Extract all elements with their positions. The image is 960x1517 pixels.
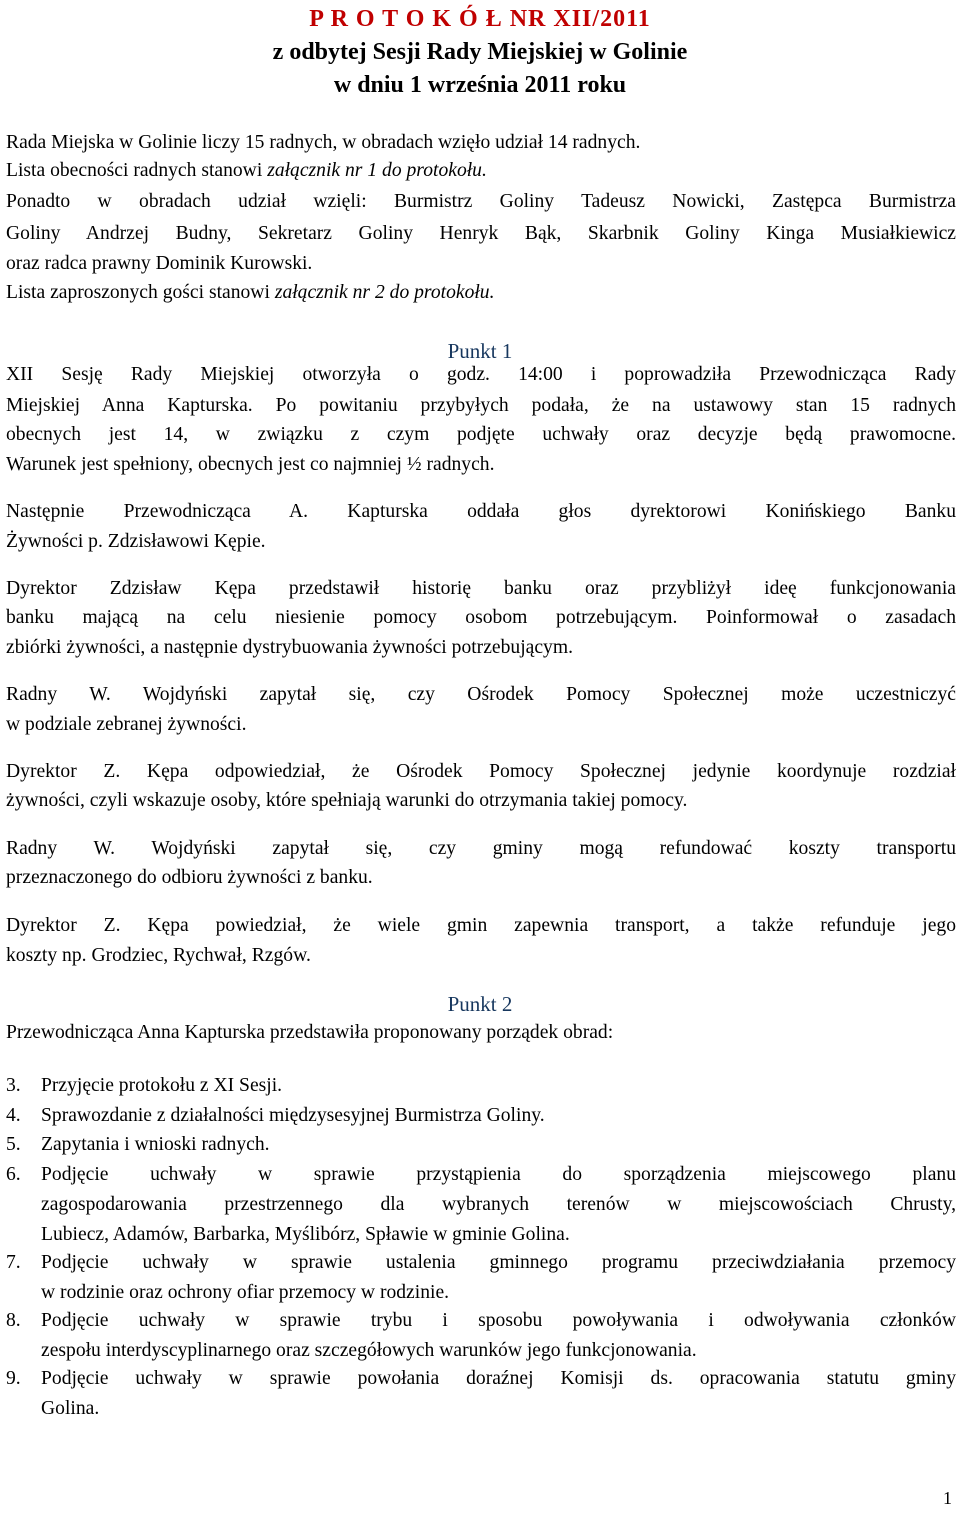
punkt-1-p5-line-1: Dyrektor Z. Kępa odpowiedział, że Ośrodek Pomocy Społecznej jedynie koordynuje rozdział: [6, 761, 956, 782]
punkt-1-p1-line-4: Warunek jest spełniony, obecnych jest co najmniej ½ radnych.: [6, 454, 495, 475]
punkt-1-p5-line-2: żywności, czyli wskazuje osoby, które spełniają warunki do otrzymania takiej pomocy.: [6, 790, 688, 811]
intro-line-4: Goliny Andrzej Budny, Sekretarz Goliny Henryk Bąk, Skarbnik Goliny Kinga Musiałkiewicz: [6, 223, 956, 244]
intro-line-3: Ponadto w obradach udział wzięli: Burmistrz Goliny Tadeusz Nowicki, Zastępca Burmistrza: [6, 191, 956, 212]
punkt-1-p1-line-1: XII Sesję Rady Miejskiej otworzyła o godz. 14:00 i poprowadziła Przewodnicząca Rady: [6, 364, 956, 385]
attachment-1-ref: załącznik nr 1 do protokołu.: [267, 160, 487, 181]
punkt-1-p3-line-1: Dyrektor Zdzisław Kępa przedstawił historię banku oraz przybliżył ideę funkcjonowania: [6, 578, 956, 599]
intro-line-1: Rada Miejska w Golinie liczy 15 radnych, w obradach wzięło udział 14 radnych.: [6, 132, 641, 153]
punkt-1-heading: Punkt 1: [447, 339, 513, 363]
agenda-item-text: Podjęcie uchwały w sprawie trybu i sposobu powoływania i odwoływania członków zespołu interdyscyplinarnego oraz szczegółowych warunków jego funkcjonowania.: [41, 1310, 956, 1361]
agenda-item-number: 6.: [6, 1164, 21, 1185]
agenda-item-number: 5.: [6, 1134, 21, 1155]
punkt-1-p6-line-1: Radny W. Wojdyński zapytał się, czy gminy mogą refundować koszty transportu: [6, 838, 956, 859]
agenda-item-text: Podjęcie uchwały w sprawie ustalenia gminnego programu przeciwdziałania przemocy w rodzinie oraz ochrony ofiar przemocy w rodzinie.: [41, 1252, 956, 1303]
punkt-1-p2-line-1: Następnie Przewodnicząca A. Kapturska oddała głos dyrektorowi Konińskiego Banku: [6, 501, 956, 522]
punkt-1-p1-line-2: Miejskiej Anna Kapturska. Po powitaniu przybyłych podała, że na ustawowy stan 15 radnych: [6, 395, 956, 416]
agenda-item-number: 7.: [6, 1252, 21, 1273]
agenda-item-number: 4.: [6, 1105, 21, 1126]
punkt-1-p3-line-3: zbiórki żywności, a następnie dystrybuowania żywności potrzebującym.: [6, 637, 573, 658]
protocol-title: P R O T O K Ó Ł NR XII/2011: [309, 6, 651, 32]
intro-line-2: Lista obecności radnych stanowi załącznik nr 1 do protokołu.: [6, 160, 487, 181]
page-number: 1: [943, 1488, 952, 1508]
session-subtitle: z odbytej Sesji Rady Miejskiej w Golinie: [272, 39, 688, 65]
punkt-1-p1-line-3: obecnych jest 14, w związku z czym podjęte uchwały oraz decyzje będą prawomocne.: [6, 424, 956, 445]
punkt-1-p7-line-1: Dyrektor Z. Kępa powiedział, że wiele gmin zapewnia transport, a także refunduje jego: [6, 915, 956, 936]
punkt-2-intro: Przewodnicząca Anna Kapturska przedstawiła proponowany porządek obrad:: [6, 1022, 614, 1043]
attachment-2-ref: załącznik nr 2 do protokołu.: [274, 282, 495, 303]
agenda-item-text: Podjęcie uchwały w sprawie powołania doraźnej Komisji ds. opracowania statutu gminy Golina.: [41, 1368, 956, 1419]
session-date: w dniu 1 września 2011 roku: [333, 72, 627, 98]
punkt-1-p2-line-2: Żywności p. Zdzisławowi Kępie.: [6, 531, 266, 552]
punkt-1-p6-line-2: przeznaczonego do odbioru żywności z banku.: [6, 867, 373, 888]
agenda-item-text: Podjęcie uchwały w sprawie przystąpienia do sporządzenia miejscowego planu zagospodarowania przestrzennego dla wybranych terenów w miejscowościach Chrusty, Lubiecz, Adamów, Barbarka, Myślibórz, Spławie w gminie Golina.: [41, 1164, 956, 1245]
punkt-1-p4-line-2: w podziale zebranej żywności.: [6, 714, 247, 735]
intro-line-6: Lista zaproszonych gości stanowi załącznik nr 2 do protokołu.: [6, 282, 495, 303]
punkt-2-heading: Punkt 2: [447, 992, 513, 1016]
agenda-item-number: 9.: [6, 1368, 21, 1389]
punkt-1-p3-line-2: banku mającą na celu niesienie pomocy osobom potrzebującym. Poinformował o zasadach: [6, 607, 956, 628]
agenda-item-text: Sprawozdanie z działalności międzysesyjnej Burmistrza Goliny.: [41, 1105, 545, 1126]
punkt-1-p7-line-2: koszty np. Grodziec, Rychwał, Rzgów.: [6, 945, 311, 966]
agenda-item-number: 3.: [6, 1075, 21, 1096]
agenda-item-text: Przyjęcie protokołu z XI Sesji.: [41, 1075, 283, 1096]
punkt-1-p4-line-1: Radny W. Wojdyński zapytał się, czy Ośrodek Pomocy Społecznej może uczestniczyć: [6, 684, 956, 705]
intro-line-5: oraz radca prawny Dominik Kurowski.: [6, 253, 313, 274]
agenda-item-text: Zapytania i wnioski radnych.: [41, 1134, 270, 1155]
agenda-item-number: 8.: [6, 1310, 21, 1331]
